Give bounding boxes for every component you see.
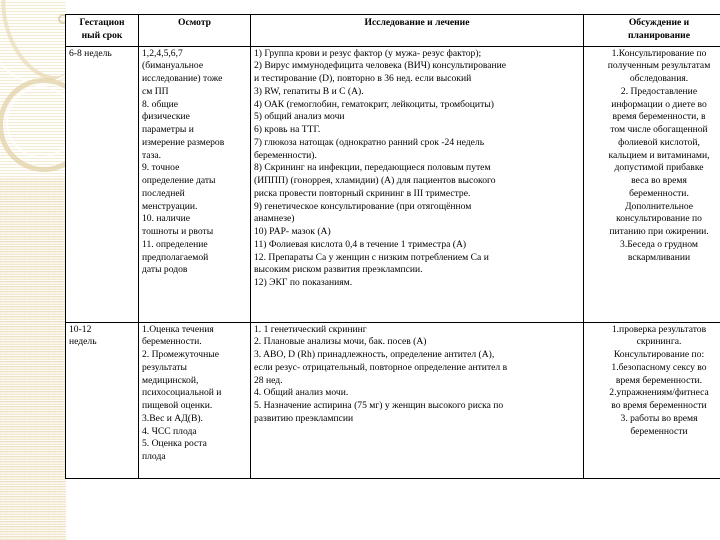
table-row	[66, 46, 720, 322]
cell-text-line: 1. 1 генетический скрининг	[254, 323, 367, 335]
cell-text-line: 2. Предоставление	[620, 85, 698, 97]
cell-text-line: 2. Плановые анализы мочи, бак. посев (A)	[254, 336, 427, 348]
cell-text-line: 1,2,4,5,6,7	[142, 47, 183, 59]
cell-text-line: во время беременности	[611, 400, 707, 411]
table-header-row	[66, 15, 720, 47]
cell-period	[66, 322, 139, 478]
cell-text-line: 12. Препараты Ca у женщин с низким потреблением Ca и	[254, 251, 489, 263]
cell-line-list	[587, 48, 720, 265]
cell-text-line: психосоциальной и	[142, 387, 222, 399]
cell-text-line: определение даты	[142, 175, 216, 186]
cell-planning	[584, 46, 720, 322]
cell-text-line: 5. Назначение аспирина (75 мг) у женщин высокого риска по	[254, 400, 504, 411]
column-header-investigation	[251, 15, 584, 47]
cell-text-line: даты родов	[142, 264, 188, 276]
cell-text-line: пищевой оценки.	[142, 400, 213, 411]
cell-text-line: информации о диете во	[611, 98, 707, 110]
cell-text-line: кальцием и витаминами,	[608, 149, 710, 161]
cell-text-line: последней	[142, 187, 185, 199]
cell-line-list	[142, 324, 247, 464]
column-header-line: Гестацион	[79, 17, 125, 28]
cell-text-line: результаты	[142, 361, 187, 373]
cell-text-line: развитию преэклампсии	[254, 412, 354, 424]
column-header-line: ный срок	[81, 29, 123, 41]
cell-text-line: риска провести повторный скрининг в III триместре.	[254, 187, 471, 199]
column-header-planning	[584, 15, 720, 47]
cell-text-line: 12) ЭКГ по показаниям.	[254, 277, 353, 288]
cell-text-line: недель	[69, 336, 97, 348]
cell-text-line: 11) Фолиевая кислота 0,4 в течение 1 триместра (A)	[254, 238, 467, 250]
cell-investigation	[251, 46, 584, 322]
cell-text-line: 6-8 недель	[69, 47, 112, 59]
cell-text-line: анамнезе)	[254, 213, 295, 225]
cell-text-line: 28 нед.	[254, 374, 283, 386]
cell-text-line: питанию при ожирении.	[609, 226, 709, 237]
column-header-examination	[139, 15, 251, 47]
cell-text-line: беременности	[630, 425, 688, 437]
cell-text-line: 3.Вес и АД(B).	[142, 412, 203, 424]
prenatal-schedule-table	[65, 14, 720, 479]
cell-text-line: полученным результатам	[607, 60, 711, 72]
cell-planning	[584, 322, 720, 478]
cell-text-line: 1.безопасному сексу во	[611, 361, 707, 373]
cell-text-line: 4. ЧСС плода	[142, 425, 197, 437]
column-header-line: Исследование и лечение	[364, 17, 470, 28]
cell-text-line: 9. точное	[142, 162, 180, 174]
cell-text-line: тошноты и рвоты	[142, 226, 214, 237]
cell-text-line: физические	[142, 111, 190, 123]
cell-text-line: 8) Скрининг на инфекции, передающиеся половым путем	[254, 162, 491, 174]
column-header-gestational-age	[66, 15, 139, 47]
cell-text-line: 9) генетическое консультирование (при отягощённом	[254, 200, 472, 212]
column-header-line: планирование	[628, 29, 690, 41]
cell-text-line: 10-12	[69, 323, 92, 335]
cell-text-line: измерение размеров	[142, 136, 225, 148]
cell-period	[66, 46, 139, 322]
cell-text-line: 2.упражнениям/фитнеса	[609, 387, 709, 399]
cell-text-line: 2) Вирус иммунодефицита человека (ВИЧ) консультирование	[254, 60, 507, 72]
cell-line-list	[142, 48, 247, 278]
cell-text-line: менструации.	[142, 200, 198, 212]
cell-text-line: 3. ABO, D (Rh) принадлежность, определение антител (A),	[254, 349, 495, 360]
cell-text-line: 8. общие	[142, 98, 179, 110]
cell-text-line: см ПП	[142, 85, 169, 97]
column-header-line: Осмотр	[178, 17, 211, 28]
cell-text-line: 4. Общий анализ мочи.	[254, 387, 349, 399]
cell-line-list	[587, 324, 720, 439]
cell-text-line: 11. определение	[142, 238, 208, 250]
cell-text-line: высоким риском развития преэклампсии.	[254, 264, 423, 276]
cell-text-line: параметры и	[142, 124, 194, 135]
cell-text-line: веса во время	[631, 175, 687, 186]
cell-text-line: беременности).	[254, 149, 317, 161]
cell-text-line: 7) глюкоза натощак (однократно ранний срок -24 недель	[254, 136, 485, 148]
cell-text-line: 1.Оценка течения	[142, 323, 214, 335]
cell-text-line: (ИППП) (гоноррея, хламидии) (A) для пациентов высокого	[254, 175, 496, 186]
cell-text-line: 1.проверка результатов	[611, 323, 707, 335]
table-header	[66, 15, 720, 47]
cell-text-line: беременности.	[629, 187, 689, 199]
cell-text-line: 1.Консультирование по	[611, 47, 707, 59]
cell-text-line: Консультирование по:	[613, 349, 705, 360]
cell-text-line: если резус- отрицательный, повторное определение антител в	[254, 361, 508, 373]
cell-text-line: 10) PAP- мазок (A)	[254, 226, 331, 237]
cell-examination	[139, 46, 251, 322]
cell-text-line: 5) общий анализ мочи	[254, 111, 345, 123]
cell-text-line: беременности.	[142, 336, 202, 348]
cell-text-line: 3) RW, гепатиты B и C (A).	[254, 85, 364, 97]
cell-text-line: скрининга.	[636, 336, 682, 348]
cell-text-line: допустимой прибавке	[614, 162, 704, 174]
cell-text-line: 3.Беседа о грудном	[620, 238, 698, 250]
cell-text-line: вскармливании	[627, 251, 691, 263]
table-row	[66, 322, 720, 478]
cell-investigation	[251, 322, 584, 478]
cell-line-list	[69, 324, 135, 350]
column-header-line: Обсуждение и	[628, 17, 690, 28]
cell-text-line: время беременности, в	[612, 111, 706, 123]
cell-text-line: том числе обогащенной	[610, 124, 708, 135]
decorative-side-band-upper	[0, 0, 66, 178]
cell-text-line: время беременности.	[615, 374, 703, 386]
cell-text-line: исследование) тоже	[142, 73, 223, 84]
cell-text-line: (бимануальное	[142, 60, 204, 72]
table-body	[66, 46, 720, 478]
cell-text-line: 1) Группа крови и резус фактор (у мужа- резус фактор);	[254, 47, 482, 59]
cell-line-list	[254, 324, 580, 426]
schedule-table-wrapper	[65, 14, 711, 479]
cell-text-line: и тестирование (D), повторно в 36 нед. если высокий	[254, 73, 472, 84]
cell-text-line: обследования.	[629, 73, 689, 84]
cell-text-line: консультирование по	[616, 213, 702, 225]
cell-text-line: 4) ОАК (гемоглобин, гематокрит, лейкоциты, тромбоциты)	[254, 98, 494, 110]
cell-text-line: плода	[142, 451, 166, 462]
cell-text-line: таза.	[142, 149, 162, 161]
cell-line-list	[69, 48, 135, 61]
cell-text-line: 10. наличие	[142, 213, 191, 225]
cell-text-line: 5. Оценка роста	[142, 438, 207, 450]
cell-text-line: 3. работы во время	[620, 412, 698, 424]
cell-text-line: 2. Промежуточные	[142, 349, 219, 360]
cell-text-line: фолиевой кислотой,	[618, 136, 700, 148]
cell-text-line: медицинской,	[142, 374, 199, 386]
cell-line-list	[254, 48, 580, 290]
cell-text-line: предполагаемой	[142, 251, 209, 263]
cell-text-line: 6) кровь на ТТГ.	[254, 124, 321, 135]
cell-examination	[139, 322, 251, 478]
cell-text-line: Дополнительное	[624, 200, 694, 212]
